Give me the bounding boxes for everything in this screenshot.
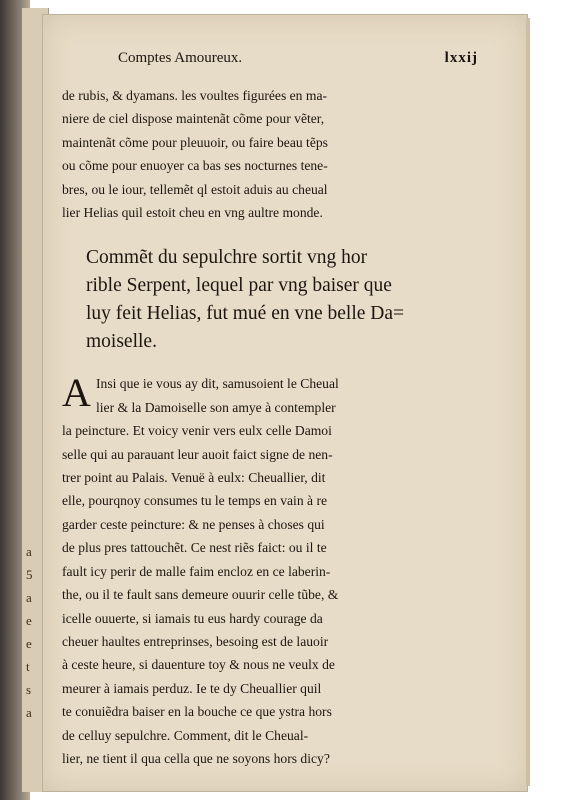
text-line: the, ou il te fault sans demeure ouurir celle tũbe, & xyxy=(62,587,339,603)
folio-number: lxxij xyxy=(444,50,478,66)
text-line: lier & la Damoiselle son amye à contempler xyxy=(96,399,336,415)
prev-letter: a xyxy=(26,705,32,720)
text-line: selle qui au parauant leur auoit faict signe de nen- xyxy=(62,446,333,462)
text-line: trer point au Palais. Venuë à eulx: Cheuallier, dit xyxy=(62,470,326,486)
title-line: rible Serpent, lequel par vng baiser que xyxy=(86,275,392,297)
text-line: elle, pourqnoy consumes tu le temps en vain à re xyxy=(62,493,328,509)
prev-letter: e xyxy=(26,613,32,628)
text-line: ou cõme pour enuoyer ca bas ses nocturnes tene- xyxy=(62,158,328,174)
text-line: lier, ne tient il qua cella que ne soyons hors dicy? xyxy=(62,750,330,766)
page-header xyxy=(118,50,478,72)
text-line: te conuiẽdra baiser en la bouche ce que ystra hors xyxy=(62,704,332,720)
chapter-title xyxy=(86,244,442,356)
text-line: la peincture. Et voicy venir vers eulx celle Damoi xyxy=(62,423,332,439)
text-line: Insi que ie vous ay dit, samusoient le Cheual xyxy=(96,376,339,392)
prev-letter: t xyxy=(26,659,30,674)
drop-cap: A xyxy=(62,370,91,416)
text-line: à ceste heure, si dauenture toy & nous ne veulx de xyxy=(62,657,335,673)
text-line: niere de ciel dispose maintenãt cõme pour vẽter, xyxy=(62,111,325,127)
text-block xyxy=(62,84,442,770)
text-line: maintenãt cõme pour pleuuoir, ou faire beau tẽps xyxy=(62,134,328,150)
running-head: Comptes Amoureux. xyxy=(118,50,243,66)
prev-letter: s xyxy=(26,682,32,697)
text-line: icelle ouuerte, si iamais tu eus hardy courage da xyxy=(62,610,323,626)
text-line: bres, ou le iour, tellemẽt ql estoit aduis au cheual xyxy=(62,181,328,197)
text-line: lier Helias quil estoit cheu en vng aultre monde. xyxy=(62,205,323,221)
title-line: Commẽt du sepulchre sortit vng hor xyxy=(86,247,368,269)
text-line: garder ceste peincture: & ne penses à choses qui xyxy=(62,516,325,532)
title-line: luy feit Helias, fut mué en vne belle Da= xyxy=(86,303,405,325)
text-line: cheuer haultes entreprinses, besoing est de lauoir xyxy=(62,633,329,649)
text-line: de celluy sepulchre. Comment, dit le Cheual- xyxy=(62,727,309,743)
page-edge xyxy=(526,18,530,786)
text-line: fault icy perir de malle faim encloz en ce laberin- xyxy=(62,563,331,579)
prev-letter: a xyxy=(26,544,32,559)
prev-letter: a xyxy=(26,590,32,605)
paragraph-2 xyxy=(62,372,442,770)
title-line: moiselle. xyxy=(86,331,157,353)
text-line: de plus pres tattouchẽt. Ce nest riẽs faict: ou il te xyxy=(62,540,327,556)
prev-letter: 5 xyxy=(26,567,33,582)
paragraph-1 xyxy=(62,84,442,224)
text-line: de rubis, & dyamans. les voultes figurées en ma- xyxy=(62,88,328,103)
prev-letter: e xyxy=(26,636,32,651)
text-line: meurer à iamais perduz. Ie te dy Cheuallier quil xyxy=(62,680,322,696)
